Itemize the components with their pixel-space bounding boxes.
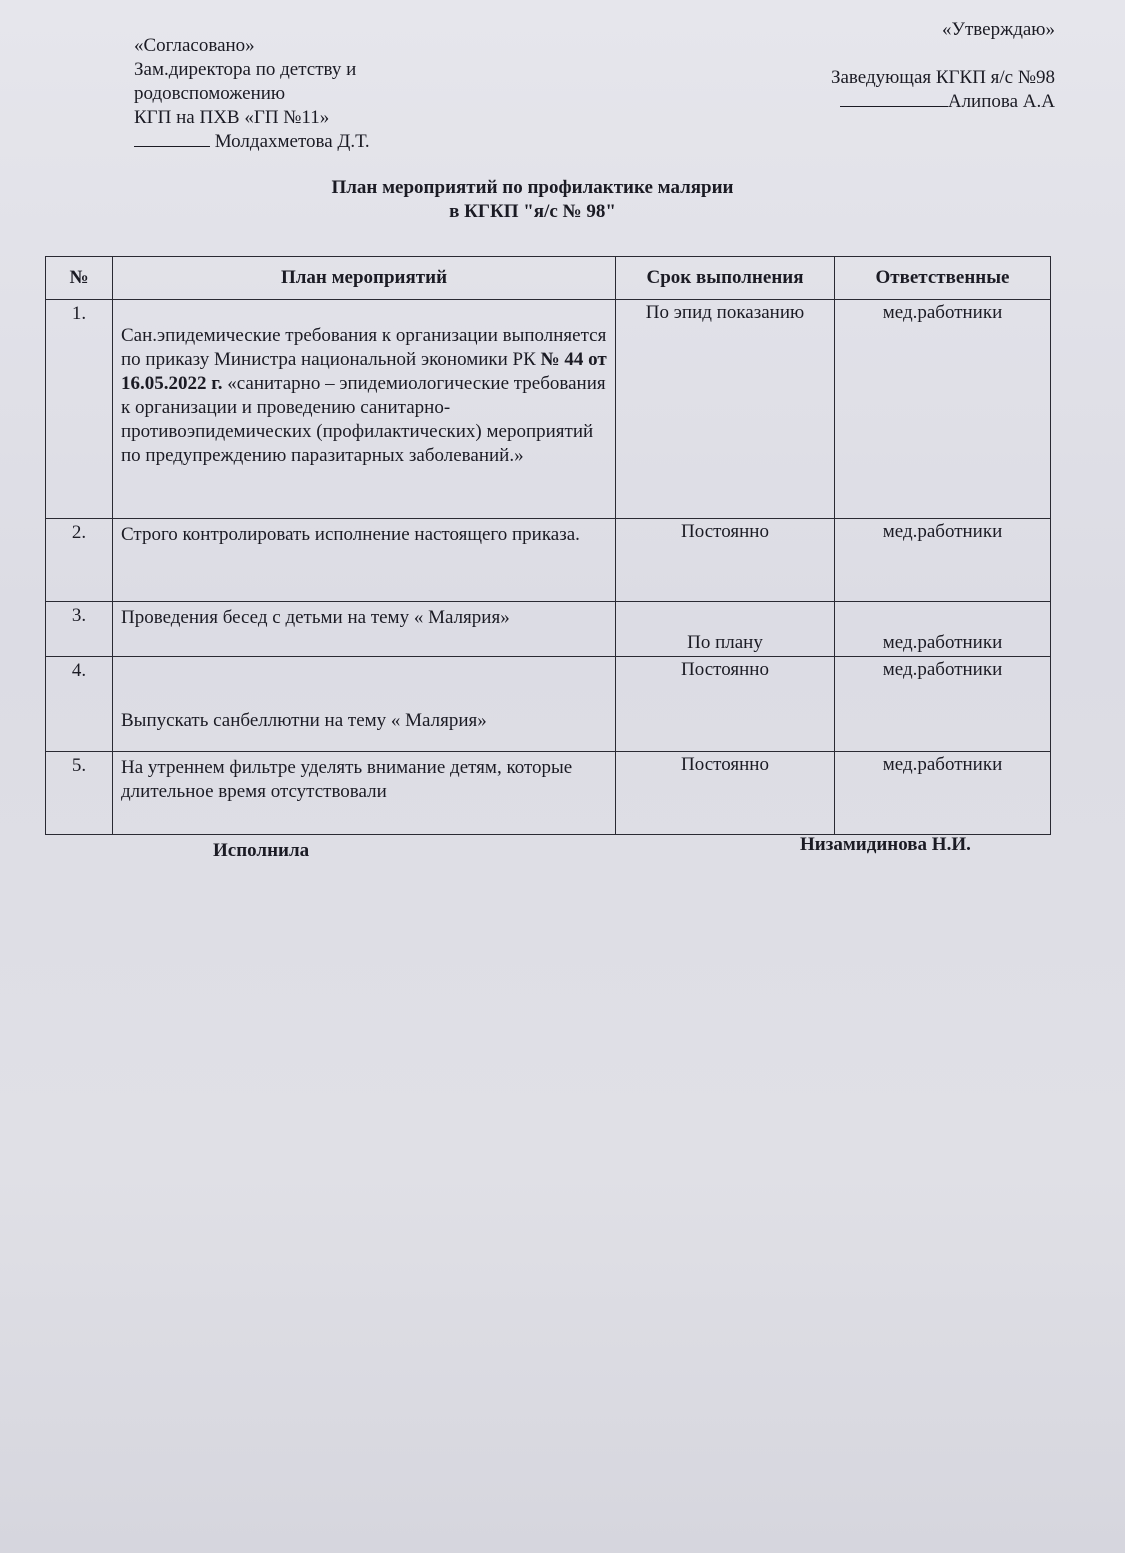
executor-label: Исполнила	[213, 840, 310, 861]
approved-signature-row	[831, 90, 1055, 114]
agreed-organization: КГП на ПХВ «ГП №11»	[134, 107, 330, 128]
agreed-heading: «Согласовано»	[134, 35, 255, 56]
plan-text-cont: «санитарно – эпидемиологические требования к организации и проведению санитарно-противоэпидемических (профилактических) мероприятий по предупреждению паразитарных заболеваний.»	[121, 373, 606, 466]
signature-line	[134, 146, 210, 147]
agreed-position-cont: родовспоможению	[134, 83, 286, 104]
agreed-signature-row	[134, 130, 434, 154]
signature-line	[840, 106, 948, 107]
row-num: 5.	[46, 752, 113, 835]
order-reference: № 44 от 16.05.2022 г.	[121, 349, 607, 394]
row-term: Постоянно	[616, 519, 835, 602]
approval-block-approved	[831, 18, 1055, 114]
row-term: Постоянно	[616, 657, 835, 752]
header-responsible: Ответственные	[835, 257, 1051, 300]
header-num: №	[46, 257, 113, 300]
approved-position: Заведующая КГКП я/с №98	[830, 67, 1055, 88]
row-plan: Строго контролировать исполнение настоящего приказа.	[113, 519, 616, 602]
row-num: 2.	[46, 519, 113, 602]
row-responsible: мед.работники	[835, 300, 1051, 519]
table-row	[46, 519, 1051, 602]
table-row	[46, 657, 1051, 752]
row-responsible: мед.работники	[835, 519, 1051, 602]
row-responsible: мед.работники	[835, 752, 1051, 835]
approved-signer-name: Алипова А.А	[947, 91, 1055, 112]
row-plan: На утреннем фильтре уделять внимание детям, которые длительное время отсутствовали	[113, 752, 616, 835]
table-header-row	[46, 257, 1051, 300]
header-plan: План мероприятий	[113, 257, 616, 300]
table-row	[46, 752, 1051, 835]
row-plan: Проведения бесед с детьми на тему « Малярия»	[113, 602, 616, 657]
row-term: По эпид показанию	[616, 300, 835, 519]
agreed-position: Зам.директора по детству и	[134, 59, 357, 80]
row-num: 1.	[46, 300, 113, 519]
executor-name: Низамидинова Н.И.	[800, 834, 971, 855]
table-row	[46, 602, 1051, 657]
row-responsible: мед.работники	[835, 657, 1051, 752]
row-term: Постоянно	[616, 752, 835, 835]
approved-heading: «Утверждаю»	[942, 19, 1055, 40]
plan-text: Сан.эпидемические требования к организации выполняется по приказу Министра национальной экономики РК	[121, 325, 607, 370]
row-plan: Выпускать санбеллютни на тему « Малярия»	[113, 657, 616, 752]
row-num: 3.	[46, 602, 113, 657]
row-responsible: мед.работники	[835, 602, 1051, 657]
header-term: Срок выполнения	[616, 257, 835, 300]
row-plan	[113, 300, 616, 519]
title-line-1: План мероприятий по профилактике малярии	[331, 177, 734, 198]
table-row	[46, 300, 1051, 519]
title-line-2: в КГКП "я/с № 98"	[449, 201, 616, 222]
row-term: По плану	[616, 602, 835, 657]
agreed-signer-name: Молдахметова Д.Т.	[214, 131, 370, 152]
plan-table	[45, 256, 1051, 835]
document-title	[0, 176, 1125, 224]
approval-block-agreed	[134, 34, 434, 154]
row-num: 4.	[46, 657, 113, 752]
